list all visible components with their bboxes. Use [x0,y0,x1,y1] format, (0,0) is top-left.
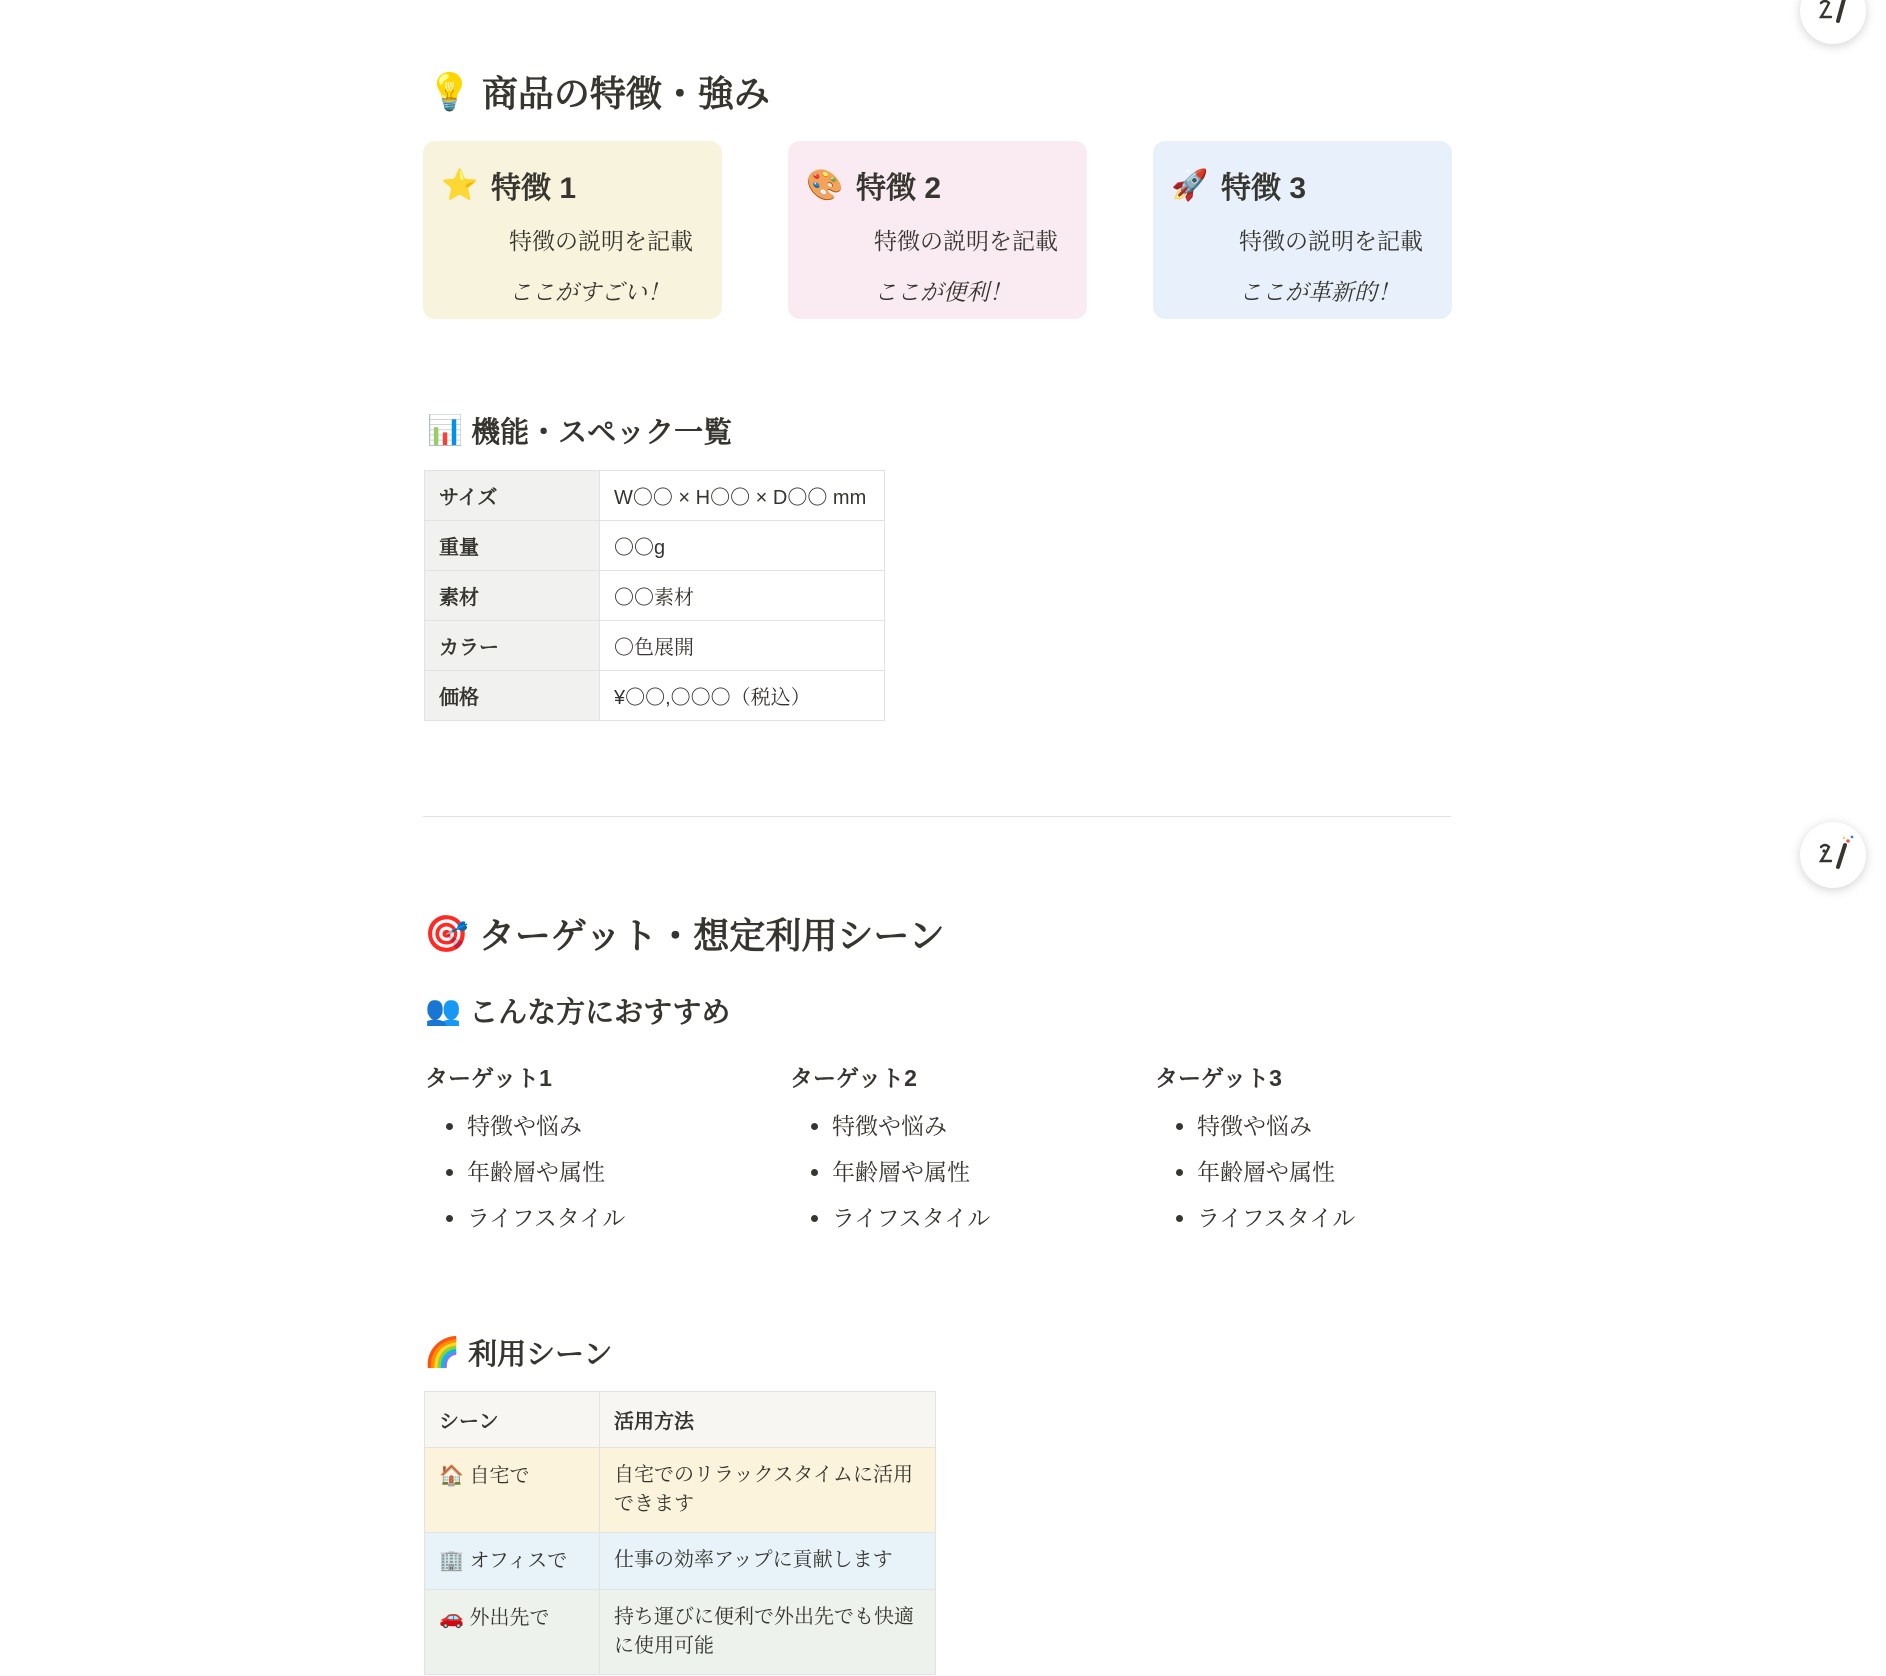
scene-label: 自宅で [469,1465,530,1487]
feature-card-emphasis: ここがすごい！ [509,279,670,305]
usage-cell[interactable]: 仕事の効率アップに貢献します [600,1533,936,1590]
table-row [425,621,885,671]
table-row [425,1590,936,1675]
feature-card-desc: 特徴の説明を記載 [874,228,1058,254]
target-list [425,1103,725,1241]
scene-label: 外出先で [469,1607,550,1629]
feature-card-title [1171,163,1434,207]
feature-card-2 [788,141,1087,319]
feature-card-desc: 特徴の説明を記載 [1239,228,1423,254]
office-building-icon: 🏢 [439,1548,464,1572]
feature-card-desc: 特徴の説明を記載 [509,228,693,254]
divider [423,816,1451,817]
scene-label: オフィスで [469,1550,568,1572]
ai-assistant-button[interactable] [1800,0,1866,44]
spec-key: カラー [425,621,600,671]
people-icon: 👥 [425,993,462,1027]
ai-assistant-icon [1811,0,1855,33]
spec-value[interactable]: 〇色展開 [600,621,885,671]
specs-heading [427,410,732,451]
spec-key: 重量 [425,521,600,571]
list-item: • 年齢層や属性 [467,1149,725,1195]
recommend-heading-text: こんな方におすすめ [469,997,731,1029]
target-title: ターゲット1 [425,1065,552,1091]
features-heading-text: 商品の特徴・強み [481,73,770,114]
target-icon: 🎯 [424,913,469,955]
recommend-heading [425,990,730,1031]
table-row [425,1533,936,1590]
features-heading [427,66,770,117]
table-row [425,471,885,521]
column-header: 活用方法 [600,1392,936,1448]
feature-card-1 [423,141,722,319]
table-row [425,521,885,571]
rainbow-icon: 🌈 [424,1335,461,1369]
scenes-heading-text: 利用シーン [468,1339,613,1371]
usage-cell[interactable]: 持ち運びに便利で外出先でも快適に使用可能 [600,1590,936,1675]
bar-chart-icon: 📊 [427,413,464,447]
feature-card-title-text: 特徴 3 [1221,172,1307,205]
specs-heading-text: 機能・スペック一覧 [471,417,733,449]
ai-assistant-icon [1811,833,1855,877]
spec-table [424,470,885,721]
table-row [425,571,885,621]
feature-card-3 [1153,141,1452,319]
car-icon: 🚗 [439,1605,464,1629]
column-header: シーン [425,1392,600,1448]
spec-key: サイズ [425,471,600,521]
spec-key: 価格 [425,671,600,721]
table-header-row [425,1392,936,1448]
feature-card-emphasis: ここが便利！ [874,279,1012,305]
target-list [1155,1103,1455,1241]
feature-card-emphasis: ここが革新的！ [1239,279,1400,305]
list-item: • 特徴や悩み [832,1103,1090,1149]
table-row [425,1448,936,1533]
spec-key: 素材 [425,571,600,621]
scene-cell[interactable] [425,1590,600,1675]
scene-cell[interactable] [425,1448,600,1533]
list-item: • 特徴や悩み [1197,1103,1455,1149]
list-item: • ライフスタイル [832,1195,1090,1241]
target-column-1 [425,1060,725,1241]
target-column-3 [1155,1060,1455,1241]
target-heading [424,908,945,959]
target-column-2 [790,1060,1090,1241]
list-item: • ライフスタイル [467,1195,725,1241]
ai-assistant-button-lower[interactable] [1800,822,1866,888]
target-heading-text: ターゲット・想定利用シーン [478,915,945,956]
feature-card-title-text: 特徴 1 [491,172,577,205]
list-item: • 年齢層や属性 [1197,1149,1455,1195]
scene-cell[interactable] [425,1533,600,1590]
target-title: ターゲット3 [1155,1065,1282,1091]
list-item: • ライフスタイル [1197,1195,1455,1241]
list-item: • 年齢層や属性 [832,1149,1090,1195]
spec-value[interactable]: W〇〇 × H〇〇 × D〇〇 mm [600,471,885,521]
table-row [425,671,885,721]
house-icon: 🏠 [439,1463,464,1487]
star-icon: ⭐ [441,167,479,203]
lightbulb-icon: 💡 [427,71,472,113]
feature-card-title [441,163,704,207]
feature-card-title [806,163,1069,207]
target-title: ターゲット2 [790,1065,917,1091]
palette-icon: 🎨 [806,167,844,203]
scene-table [424,1391,936,1675]
scenes-heading [424,1332,613,1373]
target-list [790,1103,1090,1241]
feature-card-title-text: 特徴 2 [856,172,942,205]
spec-value[interactable]: ¥〇〇,〇〇〇（税込） [600,671,885,721]
rocket-icon: 🚀 [1171,167,1209,203]
list-item: • 特徴や悩み [467,1103,725,1149]
spec-value[interactable]: 〇〇素材 [600,571,885,621]
usage-cell[interactable]: 自宅でのリラックスタイムに活用できます [600,1448,936,1533]
spec-value[interactable]: 〇〇g [600,521,885,571]
